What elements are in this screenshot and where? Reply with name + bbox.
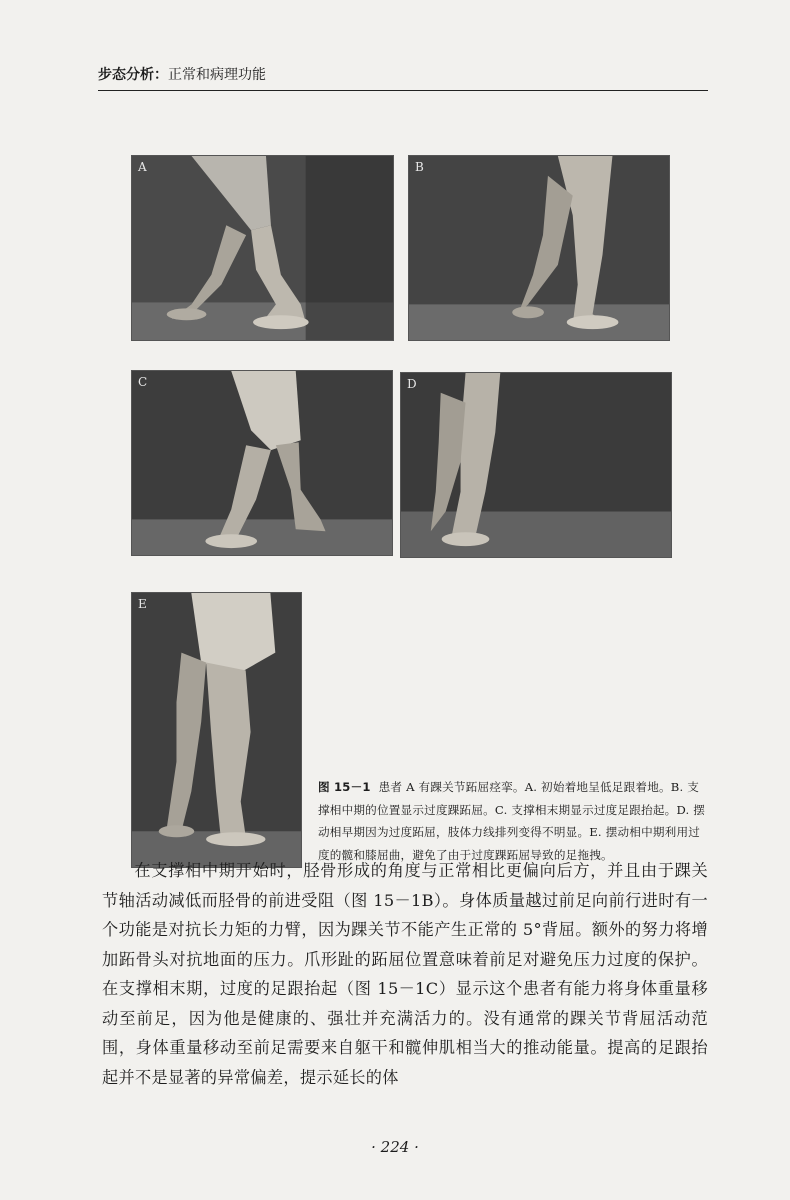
figure-caption xyxy=(318,776,708,866)
photo-panel-a xyxy=(131,155,394,341)
running-header xyxy=(98,62,708,91)
panel-label: C xyxy=(138,375,148,389)
photo-panel-d xyxy=(400,372,672,558)
caption-lead: 图 15－1 xyxy=(318,780,371,794)
page-number: · 224 · xyxy=(371,1138,419,1156)
legs-photo-e xyxy=(132,593,301,867)
legs-photo-a xyxy=(132,156,393,340)
caption-text: 患者 A 有踝关节跖屈痉挛。A. 初始着地呈低足跟着地。B. 支撑相中期的位置显示过度踝跖屈。C. 支撑相末期显示过度足跟抬起。D. 摆动相早期因为过度跖屈，肢体力线排列变得不明显。E. 摆动相中期利用过度的髋和膝屈曲，避免了由于过度踝跖屈导致的足拖拽。 xyxy=(318,780,706,862)
panel-label: E xyxy=(138,597,147,611)
panel-label: D xyxy=(407,377,417,391)
header-title xyxy=(98,64,266,84)
legs-photo-d xyxy=(401,373,671,557)
body-paragraph: 在支撑相中期开始时，胫骨形成的角度与正常相比更偏向后方，并且由于踝关节轴活动减低而胫骨的前进受阻（图 15－1B）。身体质量越过前足向前行进时有一个功能是对抗长力矩的力臂，因为踝关节不能产生正常的 5°背屈。额外的努力将增加跖骨头对抗地面的压力。爪形趾的跖屈位置意味着前足对避免压力过度的保护。在支撑相末期，过度的足跟抬起（图 15－1C）显示这个患者有能力将身体重量移动至前足，因为他是健康的、强壮并充满活力的。没有通常的踝关节背屈活动范围，身体重量移动至前足需要来自躯干和髋伸肌相当大的推动能量。提高的足跟抬起并不是显著的异常偏差，提示延长的体 xyxy=(102,861,708,1087)
photo-panel-e xyxy=(131,592,302,868)
photo-panel-b xyxy=(408,155,670,341)
header-subtitle: 正常和病理功能 xyxy=(168,67,266,83)
legs-photo-c xyxy=(132,371,392,555)
photo-panel-c xyxy=(131,370,393,556)
header-main: 步态分析： xyxy=(98,67,168,83)
legs-photo-b xyxy=(409,156,669,340)
panel-label: A xyxy=(138,160,147,174)
panel-label: B xyxy=(415,160,424,174)
